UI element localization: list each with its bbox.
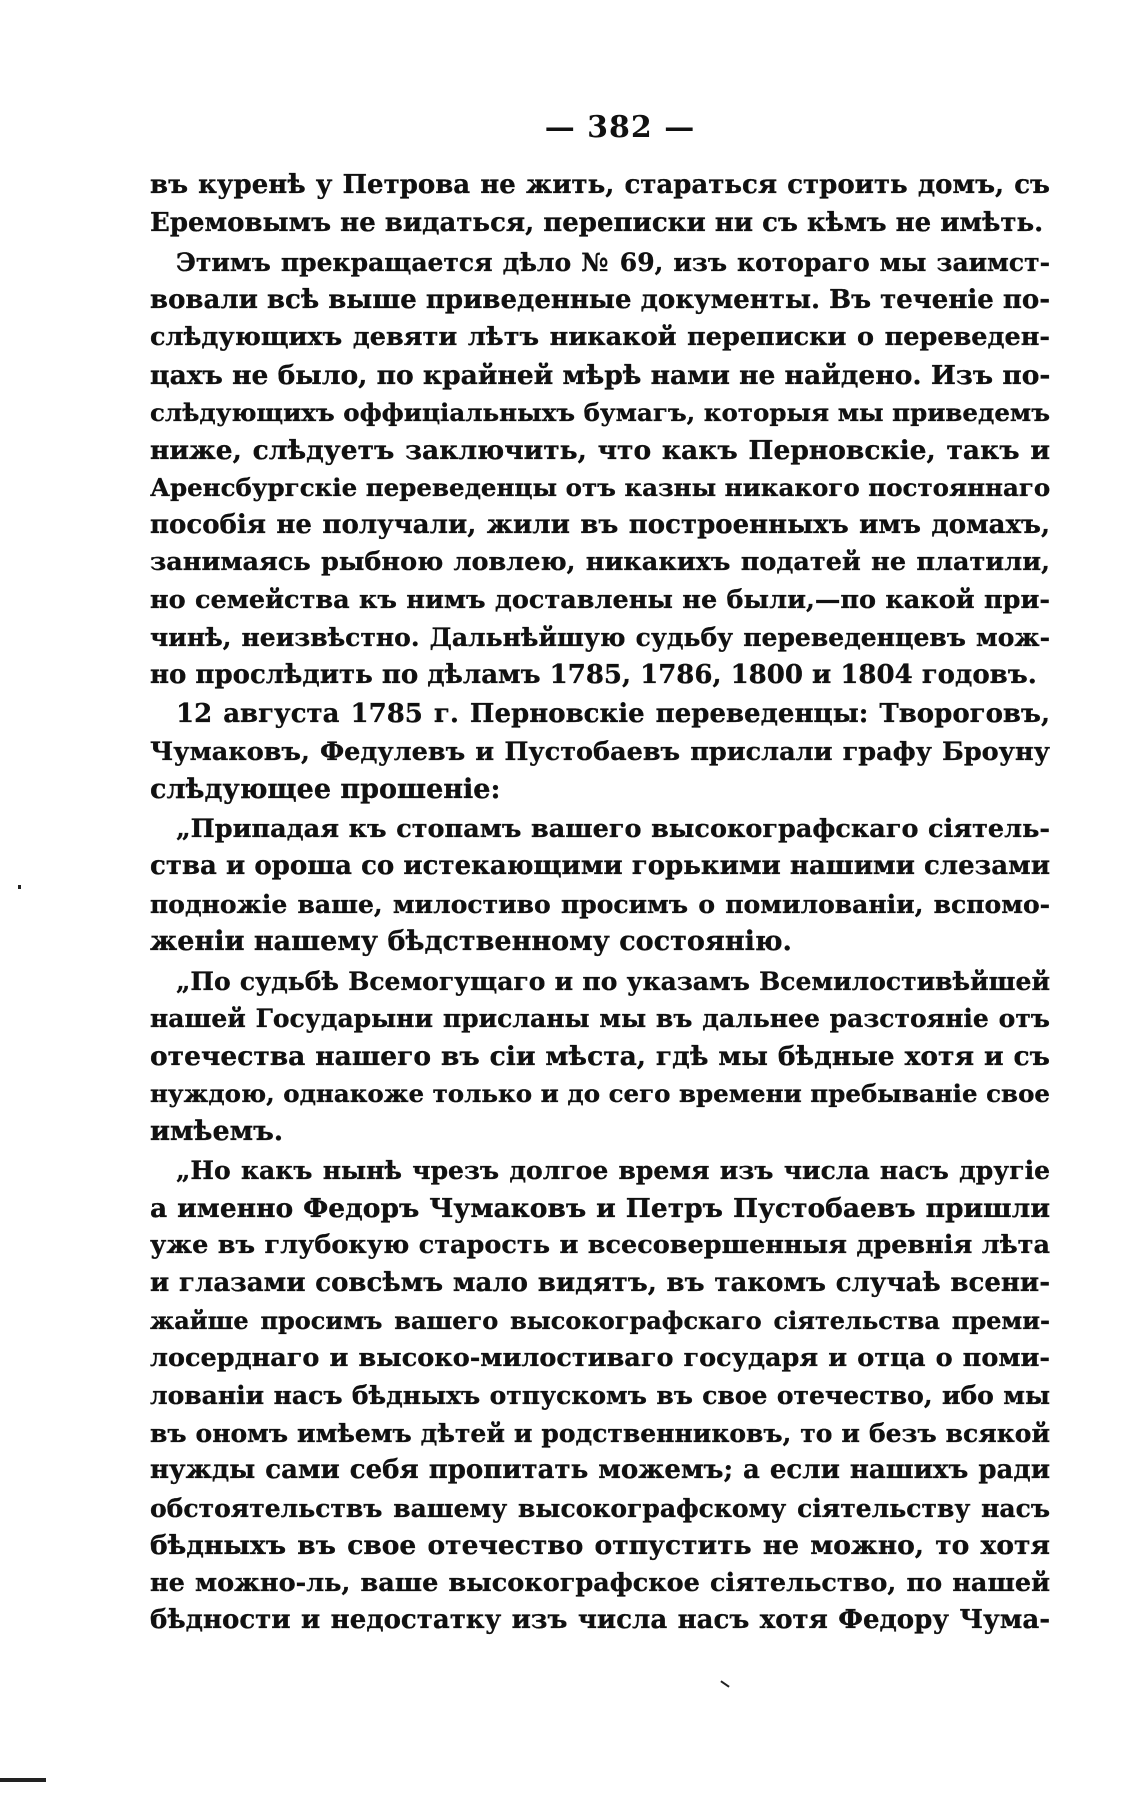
scan-speck <box>18 885 21 889</box>
text-line: „По судьбѣ Всемогущаго и по указамъ Всемилостивѣйшей <box>176 966 1050 996</box>
text-line: слѣдующихъ девяти лѣтъ никакой переписки о переведен- <box>150 322 1050 352</box>
text-line: ниже, слѣдуетъ заключить, что какъ Перновскіе, такъ и <box>150 434 1050 466</box>
paragraph-3 <box>150 696 1050 809</box>
text-line: „Но какъ нынѣ чрезъ долгое время изъ числа насъ другіе <box>176 1156 1050 1185</box>
scan-speck <box>720 1680 729 1687</box>
text-line: Аренсбургскіе переведенцы отъ казны никакого постояннаго <box>150 473 1051 502</box>
paragraph-6 <box>150 1152 1050 1640</box>
text-line: подножіе ваше, милостиво просимъ о помилованіи, вспомо- <box>150 889 1050 919</box>
text-line: лованіи насъ бѣдныхъ отпускомъ въ свое отечество, ибо мы <box>150 1381 1050 1410</box>
paragraph-5 <box>150 963 1050 1151</box>
paragraph-2 <box>150 244 1050 694</box>
text-line: Чумаковъ, Федулевъ и Пустобаевъ прислали графу Броуну <box>150 736 1050 767</box>
text-line: чинѣ, неизвѣстно. Дальнѣйшую судьбу переведенцевъ мож- <box>150 623 1050 652</box>
text-line: нужды сами себя пропитать можемъ; а если нашихъ ради <box>150 1455 1050 1485</box>
text-line: бѣдности и недостатку изъ числа насъ хотя Федору Чума- <box>150 1605 1050 1635</box>
text-line: занимаясь рыбною ловлею, никакихъ податей не платили, <box>150 547 1050 577</box>
page <box>150 110 1050 1642</box>
text-line: вовали всѣ выше приведенные документы. Въ теченіе по- <box>150 284 1050 315</box>
text-line: жайше просимъ вашего высокографскаго сіятельства преми- <box>150 1306 1050 1335</box>
text-line: слѣдующее прошеніе: <box>150 774 501 805</box>
text-line: и глазами совсѣмъ мало видятъ, въ такомъ случаѣ всени- <box>150 1267 1050 1298</box>
text-line: отечества нашего въ сіи мѣста, гдѣ мы бѣдные хотя и съ <box>150 1040 1050 1072</box>
text-line: 12 августа 1785 г. Перновскіе переведенцы: Твороговъ, <box>176 699 1050 729</box>
text-line: женіи нашему бѣдственному состоянію. <box>150 926 792 957</box>
text-line: въ ономъ имѣемъ дѣтей и родственниковъ, то и безъ всякой <box>150 1418 1050 1448</box>
text-line: пособія не получали, жили въ построенныхъ имъ домахъ, <box>150 509 1050 540</box>
text-line: уже въ глубокую старость и всесовершенныя древнія лѣта <box>150 1230 1050 1260</box>
text-line: Еремовымъ не видаться, переписки ни съ кѣмъ не имѣть. <box>150 207 1044 238</box>
text-line: а именно Федоръ Чумаковъ и Петръ Пустобаевъ пришли <box>150 1192 1050 1224</box>
paragraph-4 <box>150 811 1050 961</box>
text-line: ства и ороша со истекающими горькими нашими слезами <box>150 851 1050 881</box>
text-line: обстоятельствъ вашему высокографскому сіятельству насъ <box>150 1493 1050 1523</box>
text-line: „Припадая къ стопамъ вашего высокографскаго сіятель- <box>176 813 1050 844</box>
text-line: слѣдующихъ оффиціальныхъ бумагъ, которыя мы приведемъ <box>150 398 1050 427</box>
text-line: нуждою, однакоже только и до сего времени пребываніе свое <box>150 1079 1050 1108</box>
page-number: — 382 — <box>544 110 696 145</box>
paragraph-1 <box>150 167 1050 242</box>
text-line: въ куренѣ у Петрова не жить, стараться строить домъ, съ <box>150 170 1050 200</box>
text-line: нашей Государыни присланы мы въ дальнее разстояніе отъ <box>150 1004 1050 1033</box>
text-line: лосерднаго и высоко-милостиваго государя и отца о поми- <box>150 1342 1050 1373</box>
text-line: бѣдныхъ въ свое отечество отпустить не можно, то хотя <box>150 1530 1050 1561</box>
text-line: имѣемъ. <box>150 1115 284 1147</box>
text-line: но прослѣдить по дѣламъ 1785, 1786, 1800 и 1804 годовъ. <box>150 659 1037 690</box>
text-line: не можно-ль, ваше высокографское сіятельство, по нашей <box>150 1567 1050 1598</box>
text-line: Этимъ прекращается дѣло № 69, изъ котораго мы заимст- <box>176 248 1050 277</box>
scan-edge-mark <box>0 1778 46 1782</box>
text-line: цахъ не было, по крайней мѣрѣ нами не найдено. Изъ по- <box>150 359 1051 391</box>
text-line: но семейства къ нимъ доставлены не были,—по какой при- <box>150 584 1050 615</box>
